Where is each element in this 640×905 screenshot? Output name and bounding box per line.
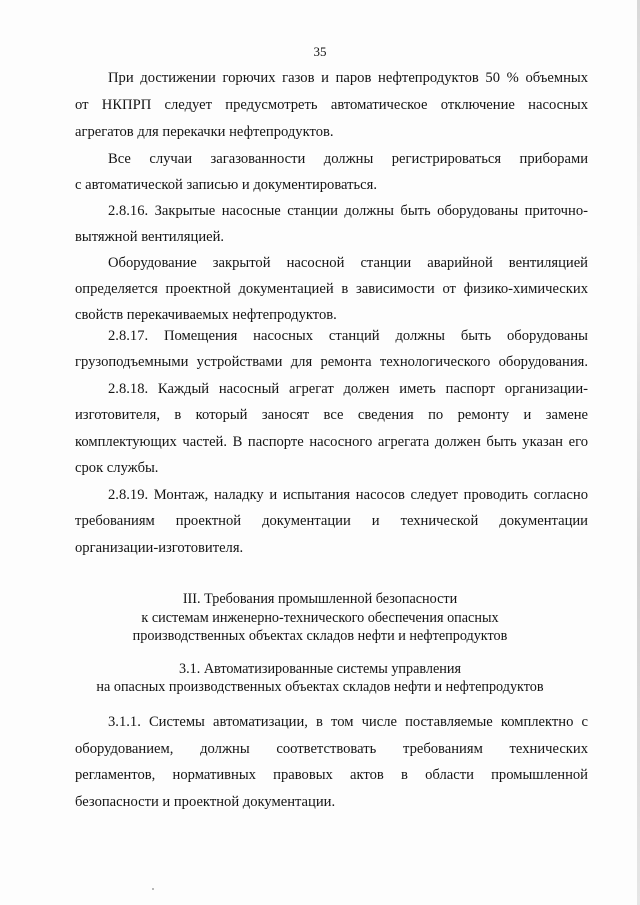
paragraph-line: агрегатов для перекачки нефтепродуктов. (75, 124, 334, 140)
paragraph-line: требованиям проектной документации и технической документации (75, 513, 588, 529)
section-heading: производственных объектах складов нефти и нефтепродуктов (132, 628, 508, 644)
paragraph-line: 2.8.18. Каждый насосный агрегат должен иметь паспорт организации- (108, 381, 588, 397)
paragraph-line: регламентов, нормативных правовых актов в области промышленной (75, 767, 588, 783)
paragraph-line: с автоматической записью и документироваться. (75, 177, 378, 193)
subsection-heading: на опасных производственных объектах складов нефти и нефтепродуктов (96, 679, 544, 695)
paragraph-line: вытяжной вентиляцией. (75, 229, 225, 245)
paragraph-line: безопасности и проектной документации. (75, 794, 336, 810)
paragraph-line: 3.1.1. Системы автоматизации, в том числе поставляемые комплектно с (108, 714, 588, 730)
paragraph-line: оборудованием, должны соответствовать требованиям технических (75, 741, 588, 757)
section-heading: III. Требования промышленной безопасности (182, 591, 458, 607)
paragraph-line: 2.8.16. Закрытые насосные станции должны быть оборудованы приточно- (108, 203, 588, 219)
paragraph-line: комплектующих частей. В паспорте насосного агрегата должен быть указан его (75, 434, 588, 450)
paragraph-line: Все случаи загазованности должны регистрироваться приборами (108, 151, 588, 167)
paragraph-line: организации-изготовителя. (75, 540, 244, 556)
paragraph-line: свойств перекачиваемых нефтепродуктов. (75, 307, 337, 323)
section-heading: к системам инженерно-технического обеспечения опасных (141, 610, 499, 626)
subsection-heading: 3.1. Автоматизированные системы управления (178, 661, 462, 677)
page-number: 35 (313, 44, 327, 59)
paragraph-line: Оборудование закрытой насосной станции аварийной вентиляцией (108, 255, 588, 271)
paragraph-line: срок службы. (75, 460, 159, 476)
paragraph-line: 2.8.17. Помещения насосных станций должны быть оборудованы (108, 328, 588, 344)
paragraph-line: грузоподъемными устройствами для ремонта технологического оборудования. (75, 354, 588, 370)
paragraph-line: При достижении горючих газов и паров нефтепродуктов 50 % объемных (108, 70, 588, 86)
scan-speck (152, 888, 154, 890)
paragraph-line: изготовителя, в который заносят все сведения по ремонту и замене (75, 407, 588, 423)
paragraph-line: 2.8.19. Монтаж, наладку и испытания насосов следует проводить согласно (108, 487, 588, 503)
paragraph-line: от НКПРП следует предусмотреть автоматическое отключение насосных (75, 97, 588, 113)
paragraph-line: определяется проектной документацией в зависимости от физико-химических (75, 281, 588, 297)
